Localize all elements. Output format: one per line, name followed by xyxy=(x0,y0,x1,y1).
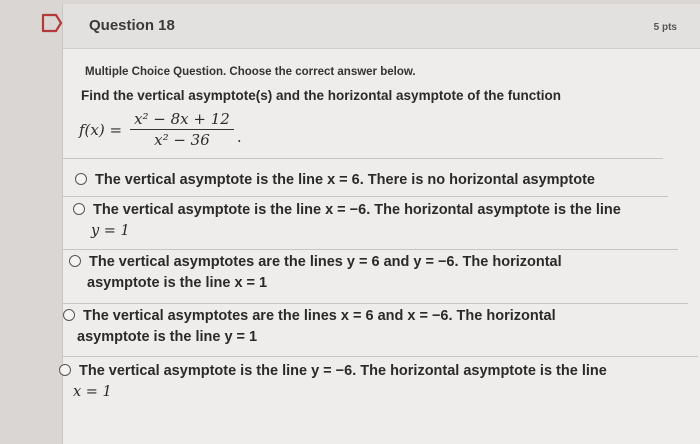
divider xyxy=(63,196,668,197)
option-4-text-line2: asymptote is the line y = 1 xyxy=(77,329,258,345)
points-label: 5 pts xyxy=(653,22,677,33)
function-period: . xyxy=(236,127,242,146)
radio-button-2[interactable] xyxy=(73,203,85,215)
answer-option-5[interactable] xyxy=(59,361,607,403)
flag-icon[interactable] xyxy=(40,12,64,34)
function-lhs: f(x) = xyxy=(79,120,123,139)
option-4-text-line1: The vertical asymptotes are the lines x = 6 and x = −6. The horizontal xyxy=(83,308,556,324)
radio-button-5[interactable] xyxy=(59,364,71,376)
question-stem: Find the vertical asymptote(s) and the horizontal asymptote of the function xyxy=(81,88,562,103)
radio-button-1[interactable] xyxy=(75,173,87,185)
divider xyxy=(63,356,698,357)
answer-option-4[interactable] xyxy=(63,306,556,348)
answer-option-1[interactable] xyxy=(75,170,595,191)
answer-option-3[interactable] xyxy=(69,252,562,294)
question-title: Question 18 xyxy=(89,17,175,34)
option-1-text: The vertical asymptote is the line x = 6. There is no horizontal asymptote xyxy=(95,172,595,188)
divider xyxy=(63,158,663,159)
option-5-text-line1: The vertical asymptote is the line y = −6. The horizontal asymptote is the line xyxy=(79,363,607,379)
radio-button-4[interactable] xyxy=(63,309,75,321)
radio-button-3[interactable] xyxy=(69,255,81,267)
option-2-text-line2: y = 1 xyxy=(91,223,130,239)
function-fraction xyxy=(130,110,234,149)
question-header xyxy=(63,4,700,49)
option-2-text-line1: The vertical asymptote is the line x = −6. The horizontal asymptote is the line xyxy=(93,202,621,218)
function-expression xyxy=(79,110,242,149)
question-card xyxy=(62,4,700,444)
divider xyxy=(63,249,678,250)
option-3-text-line1: The vertical asymptotes are the lines y = 6 and y = −6. The horizontal xyxy=(89,254,562,270)
answer-option-2[interactable] xyxy=(73,200,621,242)
divider xyxy=(63,303,688,304)
fraction-denominator: x² − 36 xyxy=(154,131,210,149)
fraction-numerator: x² − 8x + 12 xyxy=(130,110,234,130)
instructions-text: Multiple Choice Question. Choose the correct answer below. xyxy=(85,66,416,78)
option-3-text-line2: asymptote is the line x = 1 xyxy=(87,275,268,291)
option-5-text-line2: x = 1 xyxy=(73,384,112,400)
